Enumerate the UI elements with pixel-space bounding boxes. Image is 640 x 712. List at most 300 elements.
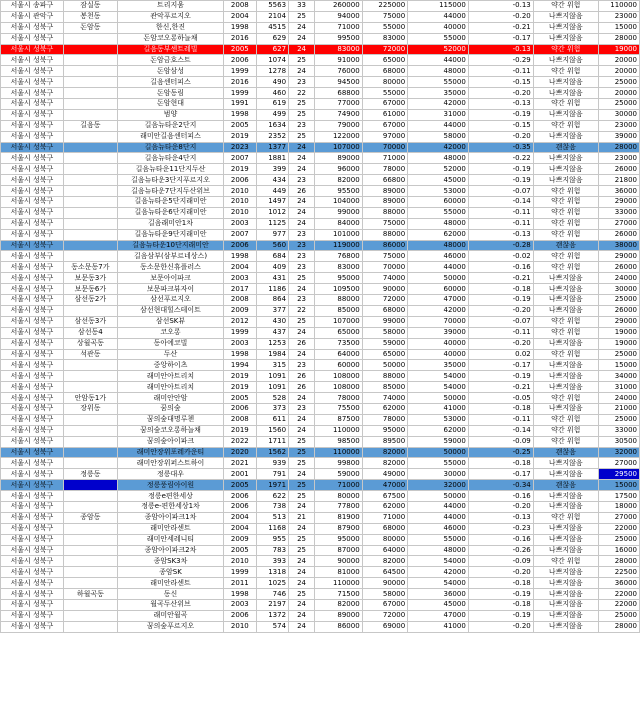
cell-price-sale[interactable]: 83000 [315, 44, 363, 55]
cell-risk[interactable]: 약간 위험 [533, 1, 598, 12]
cell-last[interactable]: 15000 [598, 22, 639, 33]
cell-units[interactable]: 393 [256, 556, 288, 567]
cell-price-gap[interactable]: 46000 [408, 251, 469, 262]
cell-dong[interactable]: 보문동6가 [63, 284, 117, 295]
table-row[interactable] [1, 501, 640, 512]
cell-price-sale[interactable]: 96000 [315, 164, 363, 175]
cell-price-gap[interactable]: 48000 [408, 153, 469, 164]
cell-price-jeonse[interactable]: 225000 [362, 1, 407, 12]
cell-year[interactable]: 2019 [224, 164, 256, 175]
cell-rate[interactable]: -0.18 [468, 403, 533, 414]
cell-year[interactable]: 2021 [224, 458, 256, 469]
cell-region[interactable]: 서울시 성북구 [1, 120, 64, 131]
cell-rate[interactable]: -0.05 [468, 393, 533, 404]
cell-last[interactable]: 28000 [598, 556, 639, 567]
cell-risk[interactable]: 나쁘지않음 [533, 599, 598, 610]
cell-rate[interactable]: -0.19 [468, 295, 533, 306]
cell-price-gap[interactable]: 50000 [408, 273, 469, 284]
cell-year[interactable]: 2006 [224, 501, 256, 512]
cell-price-gap[interactable]: 42000 [408, 142, 469, 153]
cell-region[interactable]: 서울시 성북구 [1, 295, 64, 306]
cell-year[interactable]: 2004 [224, 11, 256, 22]
cell-price-jeonse[interactable]: 86000 [362, 240, 407, 251]
cell-last[interactable]: 25000 [598, 77, 639, 88]
cell-price-jeonse[interactable]: 71000 [362, 153, 407, 164]
cell-price-jeonse[interactable]: 65000 [362, 55, 407, 66]
cell-dong[interactable] [63, 480, 117, 491]
cell-rate[interactable]: -0.13 [468, 512, 533, 523]
cell-units[interactable]: 1025 [256, 578, 288, 589]
cell-name[interactable]: 래미안장위포레카운티 [117, 447, 223, 458]
cell-risk[interactable]: 약간 위험 [533, 66, 598, 77]
cell-dong[interactable]: 삼선동3가 [63, 316, 117, 327]
cell-units[interactable]: 449 [256, 186, 288, 197]
cell-price-sale[interactable]: 89000 [315, 610, 363, 621]
cell-name[interactable]: 래미안세레니티 [117, 534, 223, 545]
cell-dong[interactable] [63, 88, 117, 99]
cell-price-gap[interactable]: 30000 [408, 469, 469, 480]
cell-price-jeonse[interactable]: 74000 [362, 393, 407, 404]
cell-region[interactable]: 서울시 성북구 [1, 349, 64, 360]
cell-rate[interactable]: -0.18 [468, 458, 533, 469]
cell-rate[interactable]: -0.09 [468, 436, 533, 447]
cell-rate[interactable]: -0.23 [468, 523, 533, 534]
cell-region[interactable]: 서울시 성북구 [1, 284, 64, 295]
cell-price-jeonse[interactable]: 80000 [362, 77, 407, 88]
cell-year[interactable]: 2003 [224, 338, 256, 349]
cell-rate[interactable]: -0.16 [468, 534, 533, 545]
cell-rate[interactable]: -0.19 [468, 589, 533, 600]
cell-price-sale[interactable]: 78000 [315, 393, 363, 404]
cell-last[interactable]: 23000 [598, 11, 639, 22]
table-row[interactable] [1, 578, 640, 589]
cell-last[interactable]: 29000 [598, 316, 639, 327]
cell-year[interactable]: 2012 [224, 316, 256, 327]
cell-price-jeonse[interactable]: 72000 [362, 44, 407, 55]
cell-name[interactable]: 관악푸르지오 [117, 11, 223, 22]
cell-units[interactable]: 746 [256, 589, 288, 600]
cell-risk[interactable]: 약간 위험 [533, 327, 598, 338]
cell-area-py[interactable]: 24 [289, 44, 315, 55]
cell-dong[interactable]: 보문동3가 [63, 273, 117, 284]
cell-area-py[interactable]: 26 [289, 338, 315, 349]
cell-dong[interactable] [63, 436, 117, 447]
cell-area-py[interactable]: 24 [289, 414, 315, 425]
cell-dong[interactable]: 삼선동4 [63, 327, 117, 338]
cell-area-py[interactable]: 24 [289, 218, 315, 229]
table-row[interactable] [1, 393, 640, 404]
cell-price-gap[interactable]: 44000 [408, 55, 469, 66]
cell-dong[interactable] [63, 164, 117, 175]
cell-price-gap[interactable]: 40000 [408, 22, 469, 33]
cell-price-gap[interactable]: 42000 [408, 305, 469, 316]
cell-rate[interactable]: -0.19 [468, 175, 533, 186]
cell-area-py[interactable]: 23 [289, 403, 315, 414]
cell-region[interactable]: 서울시 성북구 [1, 218, 64, 229]
cell-risk[interactable]: 약간 위험 [533, 251, 598, 262]
cell-last[interactable]: 23000 [598, 120, 639, 131]
cell-price-sale[interactable]: 95500 [315, 186, 363, 197]
cell-year[interactable]: 2010 [224, 207, 256, 218]
table-row[interactable] [1, 338, 640, 349]
cell-risk[interactable]: 나쁘지않음 [533, 175, 598, 186]
cell-price-sale[interactable]: 87000 [315, 545, 363, 556]
cell-name[interactable]: 길음래미안1차 [117, 218, 223, 229]
cell-price-sale[interactable]: 77000 [315, 99, 363, 110]
cell-year[interactable]: 1999 [224, 66, 256, 77]
cell-last[interactable]: 22000 [598, 523, 639, 534]
cell-year[interactable]: 2008 [224, 414, 256, 425]
cell-name[interactable]: 길음뉴타운7단지두산위브 [117, 186, 223, 197]
table-row[interactable] [1, 240, 640, 251]
cell-price-gap[interactable]: 50000 [408, 447, 469, 458]
cell-name[interactable]: 정릉e편한세상 [117, 491, 223, 502]
cell-price-gap[interactable]: 50000 [408, 393, 469, 404]
cell-name[interactable]: 꿈의숲아이파크 [117, 436, 223, 447]
cell-area-py[interactable]: 21 [289, 512, 315, 523]
cell-last[interactable]: 20000 [598, 88, 639, 99]
cell-rate[interactable]: -0.19 [468, 610, 533, 621]
cell-year[interactable]: 1998 [224, 22, 256, 33]
cell-year[interactable]: 2004 [224, 262, 256, 273]
cell-name[interactable]: 돈암현대 [117, 99, 223, 110]
cell-name[interactable]: 돈암금호스트 [117, 55, 223, 66]
cell-units[interactable]: 1372 [256, 610, 288, 621]
cell-last[interactable]: 23000 [598, 153, 639, 164]
cell-price-gap[interactable]: 42000 [408, 99, 469, 110]
cell-rate[interactable]: -0.11 [468, 327, 533, 338]
cell-name[interactable]: 길음뉴타운5단지래미안 [117, 197, 223, 208]
cell-price-gap[interactable]: 31000 [408, 109, 469, 120]
cell-rate[interactable]: -0.15 [468, 77, 533, 88]
cell-name[interactable]: 꿈의숲푸르지오 [117, 621, 223, 632]
cell-units[interactable]: 1318 [256, 567, 288, 578]
cell-year[interactable]: 2019 [224, 131, 256, 142]
cell-area-py[interactable]: 25 [289, 109, 315, 120]
cell-name[interactable]: 한신,한진 [117, 22, 223, 33]
cell-risk[interactable]: 나쁘지않음 [533, 403, 598, 414]
cell-price-gap[interactable]: 60000 [408, 197, 469, 208]
cell-region[interactable]: 서울시 성북구 [1, 501, 64, 512]
cell-risk[interactable]: 나쁘지않음 [533, 360, 598, 371]
cell-units[interactable]: 619 [256, 99, 288, 110]
cell-dong[interactable]: 장위동 [63, 403, 117, 414]
cell-price-sale[interactable]: 60000 [315, 360, 363, 371]
cell-price-sale[interactable]: 87500 [315, 414, 363, 425]
cell-area-py[interactable]: 24 [289, 578, 315, 589]
cell-rate[interactable]: -0.21 [468, 273, 533, 284]
cell-region[interactable]: 서울시 성북구 [1, 371, 64, 382]
cell-price-sale[interactable]: 107000 [315, 142, 363, 153]
cell-area-py[interactable]: 22 [289, 88, 315, 99]
cell-region[interactable]: 서울시 성북구 [1, 109, 64, 120]
cell-region[interactable]: 서울시 성북구 [1, 534, 64, 545]
cell-region[interactable]: 서울시 성북구 [1, 305, 64, 316]
cell-units[interactable]: 622 [256, 491, 288, 502]
cell-last[interactable]: 29500 [598, 469, 639, 480]
cell-rate[interactable]: -0.20 [468, 501, 533, 512]
table-row[interactable] [1, 556, 640, 567]
cell-rate[interactable]: -0.17 [468, 469, 533, 480]
cell-last[interactable]: 19000 [598, 338, 639, 349]
cell-region[interactable]: 서울시 성북구 [1, 186, 64, 197]
cell-price-gap[interactable]: 48000 [408, 240, 469, 251]
cell-units[interactable]: 1971 [256, 480, 288, 491]
cell-name[interactable]: 동소문한신휴플러스 [117, 262, 223, 273]
cell-price-gap[interactable]: 60000 [408, 284, 469, 295]
cell-region[interactable]: 서울시 성북구 [1, 382, 64, 393]
cell-year[interactable]: 2010 [224, 621, 256, 632]
cell-year[interactable]: 1994 [224, 360, 256, 371]
cell-region[interactable]: 서울시 성북구 [1, 578, 64, 589]
cell-area-py[interactable]: 23 [289, 262, 315, 273]
cell-units[interactable]: 611 [256, 414, 288, 425]
cell-name[interactable]: 돈암삼성 [117, 66, 223, 77]
cell-name[interactable]: 꿈의숲코오롱하늘채 [117, 425, 223, 436]
cell-price-sale[interactable]: 81900 [315, 512, 363, 523]
cell-area-py[interactable]: 24 [289, 523, 315, 534]
cell-region[interactable]: 서울시 성북구 [1, 480, 64, 491]
cell-last[interactable]: 30500 [598, 436, 639, 447]
cell-dong[interactable] [63, 556, 117, 567]
cell-price-gap[interactable]: 62000 [408, 425, 469, 436]
cell-region[interactable]: 서울시 성북구 [1, 403, 64, 414]
cell-units[interactable]: 1091 [256, 371, 288, 382]
cell-year[interactable]: 2017 [224, 284, 256, 295]
cell-units[interactable]: 1881 [256, 153, 288, 164]
table-row[interactable] [1, 447, 640, 458]
cell-name[interactable]: 꿈의숲 [117, 403, 223, 414]
cell-dong[interactable] [63, 99, 117, 110]
cell-price-gap[interactable]: 53000 [408, 186, 469, 197]
cell-price-sale[interactable]: 84000 [315, 218, 363, 229]
cell-year[interactable]: 2006 [224, 240, 256, 251]
cell-area-py[interactable]: 23 [289, 251, 315, 262]
cell-dong[interactable] [63, 414, 117, 425]
cell-price-jeonse[interactable]: 88000 [362, 229, 407, 240]
cell-area-py[interactable]: 24 [289, 469, 315, 480]
cell-price-gap[interactable]: 45000 [408, 175, 469, 186]
cell-risk[interactable]: 나쁘지않음 [533, 458, 598, 469]
cell-year[interactable]: 2005 [224, 480, 256, 491]
cell-price-jeonse[interactable]: 88000 [362, 207, 407, 218]
cell-dong[interactable] [63, 131, 117, 142]
cell-risk[interactable]: 나쁘지않음 [533, 469, 598, 480]
cell-region[interactable]: 서울시 성북구 [1, 458, 64, 469]
cell-last[interactable]: 26000 [598, 229, 639, 240]
cell-rate[interactable]: -0.28 [468, 240, 533, 251]
cell-risk[interactable]: 나쁘지않음 [533, 22, 598, 33]
table-row[interactable] [1, 523, 640, 534]
cell-risk[interactable]: 약간 위험 [533, 197, 598, 208]
cell-price-sale[interactable]: 71500 [315, 589, 363, 600]
cell-price-gap[interactable]: 44000 [408, 11, 469, 22]
cell-region[interactable]: 서울시 성북구 [1, 621, 64, 632]
table-row[interactable] [1, 33, 640, 44]
cell-rate[interactable]: -0.02 [468, 251, 533, 262]
cell-year[interactable]: 1999 [224, 88, 256, 99]
cell-risk[interactable]: 약간 위험 [533, 120, 598, 131]
cell-name[interactable]: 길음동부센트레빌 [117, 44, 223, 55]
cell-year[interactable]: 2006 [224, 403, 256, 414]
cell-price-jeonse[interactable]: 49000 [362, 469, 407, 480]
cell-price-sale[interactable]: 75500 [315, 403, 363, 414]
cell-risk[interactable]: 약간 위험 [533, 316, 598, 327]
cell-area-py[interactable]: 26 [289, 371, 315, 382]
cell-dong[interactable] [63, 153, 117, 164]
table-row[interactable] [1, 55, 640, 66]
cell-area-py[interactable]: 22 [289, 305, 315, 316]
cell-region[interactable]: 서울시 성북구 [1, 436, 64, 447]
cell-price-jeonse[interactable]: 61000 [362, 109, 407, 120]
cell-region[interactable]: 서울시 성북구 [1, 393, 64, 404]
cell-price-jeonse[interactable]: 97000 [362, 131, 407, 142]
cell-price-gap[interactable]: 32000 [408, 480, 469, 491]
cell-units[interactable]: 629 [256, 33, 288, 44]
cell-name[interactable]: 래미안월곡 [117, 610, 223, 621]
cell-units[interactable]: 315 [256, 360, 288, 371]
cell-rate[interactable]: -0.29 [468, 55, 533, 66]
cell-dong[interactable] [63, 44, 117, 55]
cell-price-gap[interactable]: 44000 [408, 120, 469, 131]
cell-dong[interactable] [63, 197, 117, 208]
cell-price-jeonse[interactable]: 68000 [362, 305, 407, 316]
cell-year[interactable]: 2008 [224, 295, 256, 306]
cell-rate[interactable]: -0.18 [468, 284, 533, 295]
table-row[interactable] [1, 371, 640, 382]
cell-price-gap[interactable]: 36000 [408, 589, 469, 600]
table-row[interactable] [1, 436, 640, 447]
cell-units[interactable]: 1091 [256, 382, 288, 393]
cell-last[interactable]: 21000 [598, 403, 639, 414]
cell-dong[interactable] [63, 491, 117, 502]
cell-last[interactable]: 28000 [598, 621, 639, 632]
cell-region[interactable]: 서울시 성북구 [1, 556, 64, 567]
cell-risk[interactable]: 나쁘지않음 [533, 534, 598, 545]
cell-price-jeonse[interactable]: 71000 [362, 512, 407, 523]
cell-year[interactable]: 2016 [224, 77, 256, 88]
cell-price-gap[interactable]: 44000 [408, 262, 469, 273]
table-row[interactable] [1, 534, 640, 545]
cell-price-jeonse[interactable]: 78000 [362, 164, 407, 175]
cell-last[interactable]: 18000 [598, 501, 639, 512]
cell-rate[interactable]: -0.13 [468, 99, 533, 110]
cell-price-sale[interactable]: 90000 [315, 556, 363, 567]
cell-area-py[interactable]: 25 [289, 11, 315, 22]
cell-price-gap[interactable]: 41000 [408, 403, 469, 414]
cell-risk[interactable]: 괜찮음 [533, 447, 598, 458]
cell-area-py[interactable]: 24 [289, 142, 315, 153]
cell-price-gap[interactable]: 50000 [408, 491, 469, 502]
cell-area-py[interactable]: 23 [289, 77, 315, 88]
cell-dong[interactable]: 삼선동2가 [63, 295, 117, 306]
table-row[interactable] [1, 589, 640, 600]
cell-price-jeonse[interactable]: 75000 [362, 251, 407, 262]
cell-dong[interactable] [63, 207, 117, 218]
cell-risk[interactable]: 약간 위험 [533, 218, 598, 229]
cell-price-jeonse[interactable]: 50000 [362, 360, 407, 371]
cell-risk[interactable]: 약간 위험 [533, 262, 598, 273]
cell-name[interactable]: 중앙하이츠 [117, 360, 223, 371]
cell-price-sale[interactable]: 98500 [315, 436, 363, 447]
cell-price-gap[interactable]: 48000 [408, 545, 469, 556]
cell-price-sale[interactable]: 79000 [315, 120, 363, 131]
table-row[interactable] [1, 109, 640, 120]
cell-region[interactable]: 서울시 성북구 [1, 316, 64, 327]
cell-risk[interactable]: 나쁘지않음 [533, 578, 598, 589]
cell-risk[interactable]: 약간 위험 [533, 349, 598, 360]
cell-area-py[interactable]: 23 [289, 229, 315, 240]
cell-risk[interactable]: 나쁘지않음 [533, 523, 598, 534]
cell-year[interactable]: 2007 [224, 153, 256, 164]
cell-price-sale[interactable]: 71000 [315, 22, 363, 33]
cell-price-sale[interactable]: 119000 [315, 240, 363, 251]
cell-region[interactable]: 서울시 성북구 [1, 66, 64, 77]
cell-dong[interactable]: 돈암동 [63, 22, 117, 33]
cell-name[interactable]: 정릉풍림아이원 [117, 480, 223, 491]
cell-last[interactable]: 27000 [598, 218, 639, 229]
cell-price-jeonse[interactable]: 68000 [362, 66, 407, 77]
cell-price-gap[interactable]: 52000 [408, 44, 469, 55]
cell-dong[interactable]: 봉천동 [63, 11, 117, 22]
cell-name[interactable]: 길음뉴타운6단지래미안 [117, 207, 223, 218]
table-row[interactable] [1, 382, 640, 393]
cell-risk[interactable]: 나쁘지않음 [533, 33, 598, 44]
cell-area-py[interactable]: 25 [289, 447, 315, 458]
cell-rate[interactable]: -0.19 [468, 109, 533, 120]
cell-units[interactable]: 627 [256, 44, 288, 55]
table-row[interactable] [1, 425, 640, 436]
cell-year[interactable]: 1991 [224, 99, 256, 110]
cell-area-py[interactable]: 24 [289, 207, 315, 218]
cell-name[interactable]: 동아에코빌 [117, 338, 223, 349]
cell-last[interactable]: 110000 [598, 1, 639, 12]
cell-area-py[interactable]: 24 [289, 501, 315, 512]
table-row[interactable] [1, 99, 640, 110]
cell-price-gap[interactable]: 35000 [408, 88, 469, 99]
cell-name[interactable]: 종암아이파크1차 [117, 512, 223, 523]
cell-dong[interactable] [63, 534, 117, 545]
cell-area-py[interactable]: 25 [289, 545, 315, 556]
cell-price-jeonse[interactable]: 72000 [362, 610, 407, 621]
cell-rate[interactable]: -0.17 [468, 360, 533, 371]
cell-rate[interactable]: -0.18 [468, 599, 533, 610]
table-row[interactable] [1, 295, 640, 306]
cell-price-jeonse[interactable]: 78000 [362, 414, 407, 425]
cell-dong[interactable] [63, 621, 117, 632]
cell-price-gap[interactable]: 54000 [408, 371, 469, 382]
cell-area-py[interactable]: 25 [289, 491, 315, 502]
cell-name[interactable]: 래미안장위퍼스트하이 [117, 458, 223, 469]
cell-rate[interactable]: -0.25 [468, 447, 533, 458]
cell-risk[interactable]: 나쁘지않음 [533, 55, 598, 66]
cell-year[interactable]: 2016 [224, 33, 256, 44]
table-row[interactable] [1, 175, 640, 186]
cell-price-sale[interactable]: 95000 [315, 534, 363, 545]
cell-name[interactable]: 길음뉴타운2단지 [117, 120, 223, 131]
cell-last[interactable]: 25000 [598, 534, 639, 545]
cell-year[interactable]: 2010 [224, 556, 256, 567]
cell-price-sale[interactable]: 110000 [315, 425, 363, 436]
cell-last[interactable]: 20000 [598, 66, 639, 77]
cell-area-py[interactable]: 24 [289, 599, 315, 610]
cell-price-sale[interactable]: 76800 [315, 251, 363, 262]
cell-name[interactable]: 길음뉴타운9단지래미안 [117, 229, 223, 240]
cell-price-jeonse[interactable]: 89000 [362, 197, 407, 208]
cell-area-py[interactable]: 24 [289, 556, 315, 567]
cell-units[interactable]: 2197 [256, 599, 288, 610]
cell-region[interactable]: 서울시 성북구 [1, 414, 64, 425]
